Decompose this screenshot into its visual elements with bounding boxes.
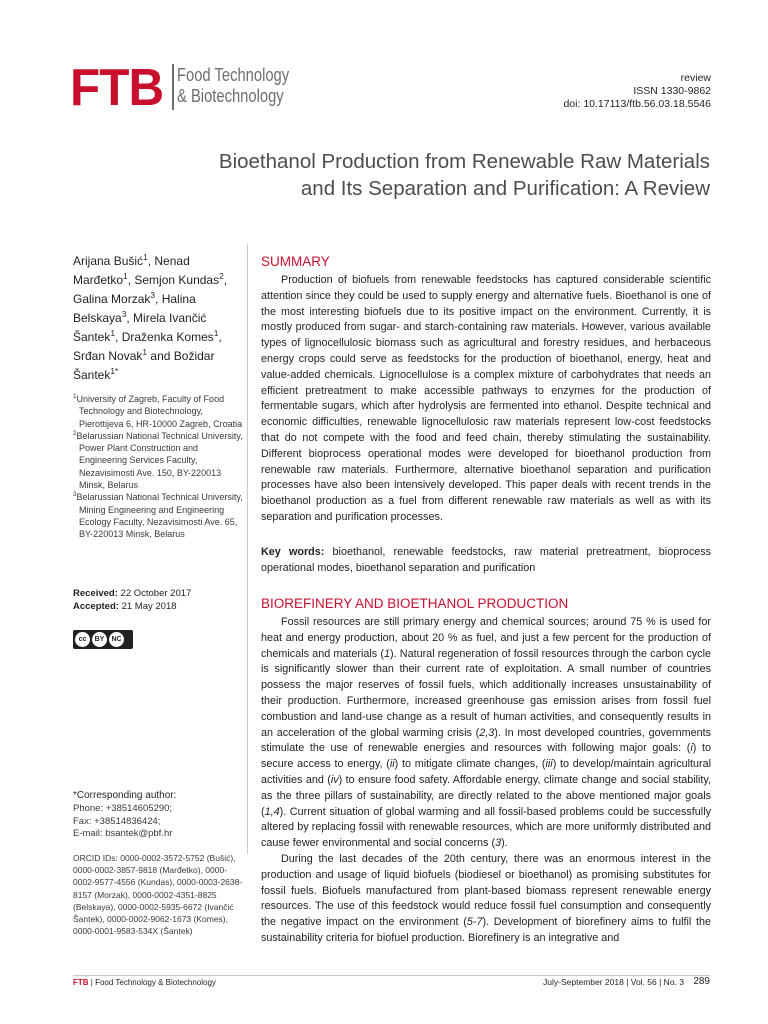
affiliation xyxy=(73,393,243,430)
citation[interactable]: 2,3 xyxy=(479,726,495,739)
citation[interactable]: 1 xyxy=(383,647,390,660)
author-sup: 1 xyxy=(213,328,219,338)
keywords-text: bioethanol, renewable feedstocks, raw material pretreatment, bioprocess operational modes, bioethanol separation and purification xyxy=(261,546,712,574)
footer-journal: FTB | Food Technology & Biotechnology xyxy=(73,978,216,987)
summary-heading: SUMMARY xyxy=(261,254,330,269)
footer-logo-text: Food Technology & Biotechnology xyxy=(95,978,216,987)
author: Mirela Ivančić Šantek xyxy=(73,311,207,344)
doi: doi: 10.17113/ftb.56.03.18.5546 xyxy=(563,98,711,110)
author: Semjon Kundas xyxy=(134,273,220,287)
section-paragraph-1: Fossil resources are still primary energy and chemical sources; around 75 % is used for heat and energy production, about 20 % as fuel, and just a few percent for the production of chemicals and materials (1). Natural regeneration of fossil resources through the carbon cycle is significantly slower than their current rate of exploitation. A small number of countries possess the major reserves of fossil fuels, which additionally increases unsustainability of their production. Furthermore, increased greenhouse gas emission arises from fossil fuel combustion and land-use change as a result of human activities, and consequently results in an acceleration of the global warming crisis (2,3). In most developed countries, governments stimulate the use of renewable energies and resources with following major goals: (i) to secure access to energy, (ii) to mitigate climate changes, (iii) to develop/maintain agricultural activities and (iv) to ensure food safety. Affordable energy, climate change and social stability, as the three pillars of sustainability, are directly related to the above mentioned major goals (1,4). Current situation of global warming and all fossil-based problems could be successfully altered by replacing fossil with renewable resources, which are more uniformly distributed and cause fewer environmental and social concerns (3). xyxy=(261,616,711,850)
citation[interactable]: 1,4 xyxy=(264,805,280,818)
article-type: review xyxy=(680,72,711,84)
corresponding-label: *Corresponding author: xyxy=(73,790,177,801)
affiliation xyxy=(73,430,243,491)
author-sup: 1 xyxy=(123,271,128,281)
author: Galina Morzak xyxy=(73,292,151,306)
author-sup: 3 xyxy=(150,290,156,300)
citation[interactable]: 5-7 xyxy=(466,916,483,929)
affiliation-text: University of Zagreb, Faculty of Food Technology and Biotechnology, Pierottijeva 6, HR-10000 Zagreb, Croatia xyxy=(76,394,243,429)
accepted-date xyxy=(73,600,191,613)
journal-name-line2: & Biotechnology xyxy=(177,86,284,106)
by-icon: BY xyxy=(92,632,107,647)
author-sup: 1 xyxy=(110,328,116,338)
article-dates xyxy=(73,587,191,613)
journal-logo: FTB xyxy=(70,59,164,117)
nc-icon: NC xyxy=(109,632,124,647)
author: Arijana Bušić xyxy=(73,254,144,268)
article-title xyxy=(219,148,710,202)
affiliations xyxy=(73,393,243,541)
affiliation-num: 1 xyxy=(73,393,77,400)
summary-paragraph: Production of biofuels from renewable feedstocks has captured considerable scientific attention since they could be used to supply energy and alternative fuels. Bioethanol is one of the most interesting biofuels due to its positive impact on the environment. Currently, it is mostly produced from sugar- and starch-containing raw materials. However, various available types of lignocellulosic biomass such as agricultural and forestry residues, and herbaceous energy crops could serve as feedstocks for the production of bioethanol, energy, heat and value-added chemicals. Lignocellulose is a complex mixture of carbohydrates that needs an efficient pretreatment to make accessible pathways to enzymes for the production of fermentable sugars, which after hydrolysis are fermented into ethanol. Despite technical and economic difficulties, renewable lignocellulosic raw materials represent low-cost feedstocks that do not compete with the food and feed chain, thereby stimulating the sustainability. Different bioprocess operational modes were developed for bioethanol production from renewable raw materials. Furthermore, alternative bioethanol separation and purification processes have also been intensively developed. This paper deals with recent trends in the bioethanol production as a fuel from different renewable raw materials as well as with its separation and purification processes. xyxy=(261,274,711,523)
creative-commons-badge[interactable] xyxy=(73,630,133,649)
section-heading: BIOREFINERY AND BIOETHANOL PRODUCTION xyxy=(261,596,569,611)
email-link[interactable]: bsantek@pbf.hr xyxy=(105,827,173,839)
author-sup: 3 xyxy=(121,309,127,319)
author-sup: 1* xyxy=(110,366,119,376)
accepted-label: Accepted: xyxy=(73,601,119,612)
author-sup: 2 xyxy=(219,271,224,281)
author: Nenad Marđetko xyxy=(73,254,190,287)
title-line2: and Its Separation and Purification: A Review xyxy=(300,177,710,200)
author: Draženka Komes xyxy=(121,330,214,344)
journal-name xyxy=(177,65,289,107)
keywords xyxy=(261,545,711,577)
page-number: 289 xyxy=(693,976,710,987)
cc-icon: cc xyxy=(75,632,90,647)
footer-logo-abbr: FTB xyxy=(73,978,89,987)
affiliation-text: Belarussian National Technical University, Mining Engineering and Engineering Ecology Faculty, Nezavisimosti Ave. 65, BY-220013 Minsk, Belarus xyxy=(76,492,243,540)
logo-divider xyxy=(172,64,174,110)
author-sup: 1 xyxy=(143,252,148,262)
summary-text xyxy=(261,273,711,526)
title-line1: Bioethanol Production from Renewable Raw Materials xyxy=(218,150,710,173)
affiliation-num: 2 xyxy=(73,429,77,437)
author-sup: 1 xyxy=(142,347,148,357)
accepted-value: 21 May 2018 xyxy=(121,601,177,612)
author: Srđan Novak xyxy=(73,349,143,363)
author: Božidar Šantek xyxy=(73,349,215,382)
affiliation xyxy=(73,491,243,540)
orcid-ids: ORCID IDs: 0000-0002-3572-5752 (Bušić), 0000-0002-3857-9818 (Marđetko), 0000-0002-9577-4556 (Kundas), 0000-0003-2638-8157 (Morzak), 0000-0002-4351-8825 (Belskaya), 0000-0002-5935-6672 (Ivančić Šantek), 0000-0002-9062-1673 (Komes), 0000-0001-9583-534X (Šantek) xyxy=(73,853,243,937)
footer-rule xyxy=(73,975,710,976)
author-list: Arijana Bušić$^1$, Nenad Marđetko$^1$, Semjon Kundas$^2$, Galina Morzak$^3$, Halina Belskaya$^3$, Mirela Ivančić Šantek$^1$, Draženka Komes$^1$, Srđan Novak$^1$ and Božidar Šantek$^{1*}$ xyxy=(73,252,228,382)
phone: Phone: +38514605290; xyxy=(73,803,173,815)
received-date xyxy=(73,587,191,600)
column-divider xyxy=(247,244,248,854)
article-meta xyxy=(563,72,711,111)
keywords-label: Key words: xyxy=(261,546,325,558)
citation[interactable]: 3 xyxy=(495,837,502,850)
section-paragraph-2: During the last decades of the 20th century, there was an enormous interest in the production and usage of liquid biofuels (biodiesel or bioethanol) as promising substitutes for fossil fuels. Biofuels manufactured from plant-based biomass represent renewable energy resources. The use of this feedstock would reduce fossil fuel consumption and consequently the negative impact on the environment (5-7). Development of biorefinery aims to fulfil the sustainability criteria for biofuel production. Biorefinery is an integrative and xyxy=(261,852,711,944)
received-label: Received: xyxy=(73,588,118,599)
author: Halina Belskaya xyxy=(73,292,196,325)
email-line xyxy=(73,828,248,840)
section-body xyxy=(261,615,711,947)
author-and: and xyxy=(150,349,171,363)
received-value: 22 October 2017 xyxy=(120,588,192,599)
email-label: E-mail: xyxy=(73,827,103,839)
footer-issue: July-September 2018 | Vol. 56 | No. 3 xyxy=(543,977,684,987)
fax: Fax: +38514836424; xyxy=(73,815,161,827)
affiliation-num: 3 xyxy=(73,491,77,499)
corresponding-author xyxy=(73,790,248,840)
affiliation-text: Belarussian National Technical University, Power Plant Construction and Engineering Services Faculty, Nezavisimosti Ave. 150, BY-220013 Minsk, Belarus xyxy=(76,430,243,491)
journal-name-line1: Food Technology xyxy=(177,65,290,85)
issn: ISSN 1330-9862 xyxy=(633,85,711,97)
